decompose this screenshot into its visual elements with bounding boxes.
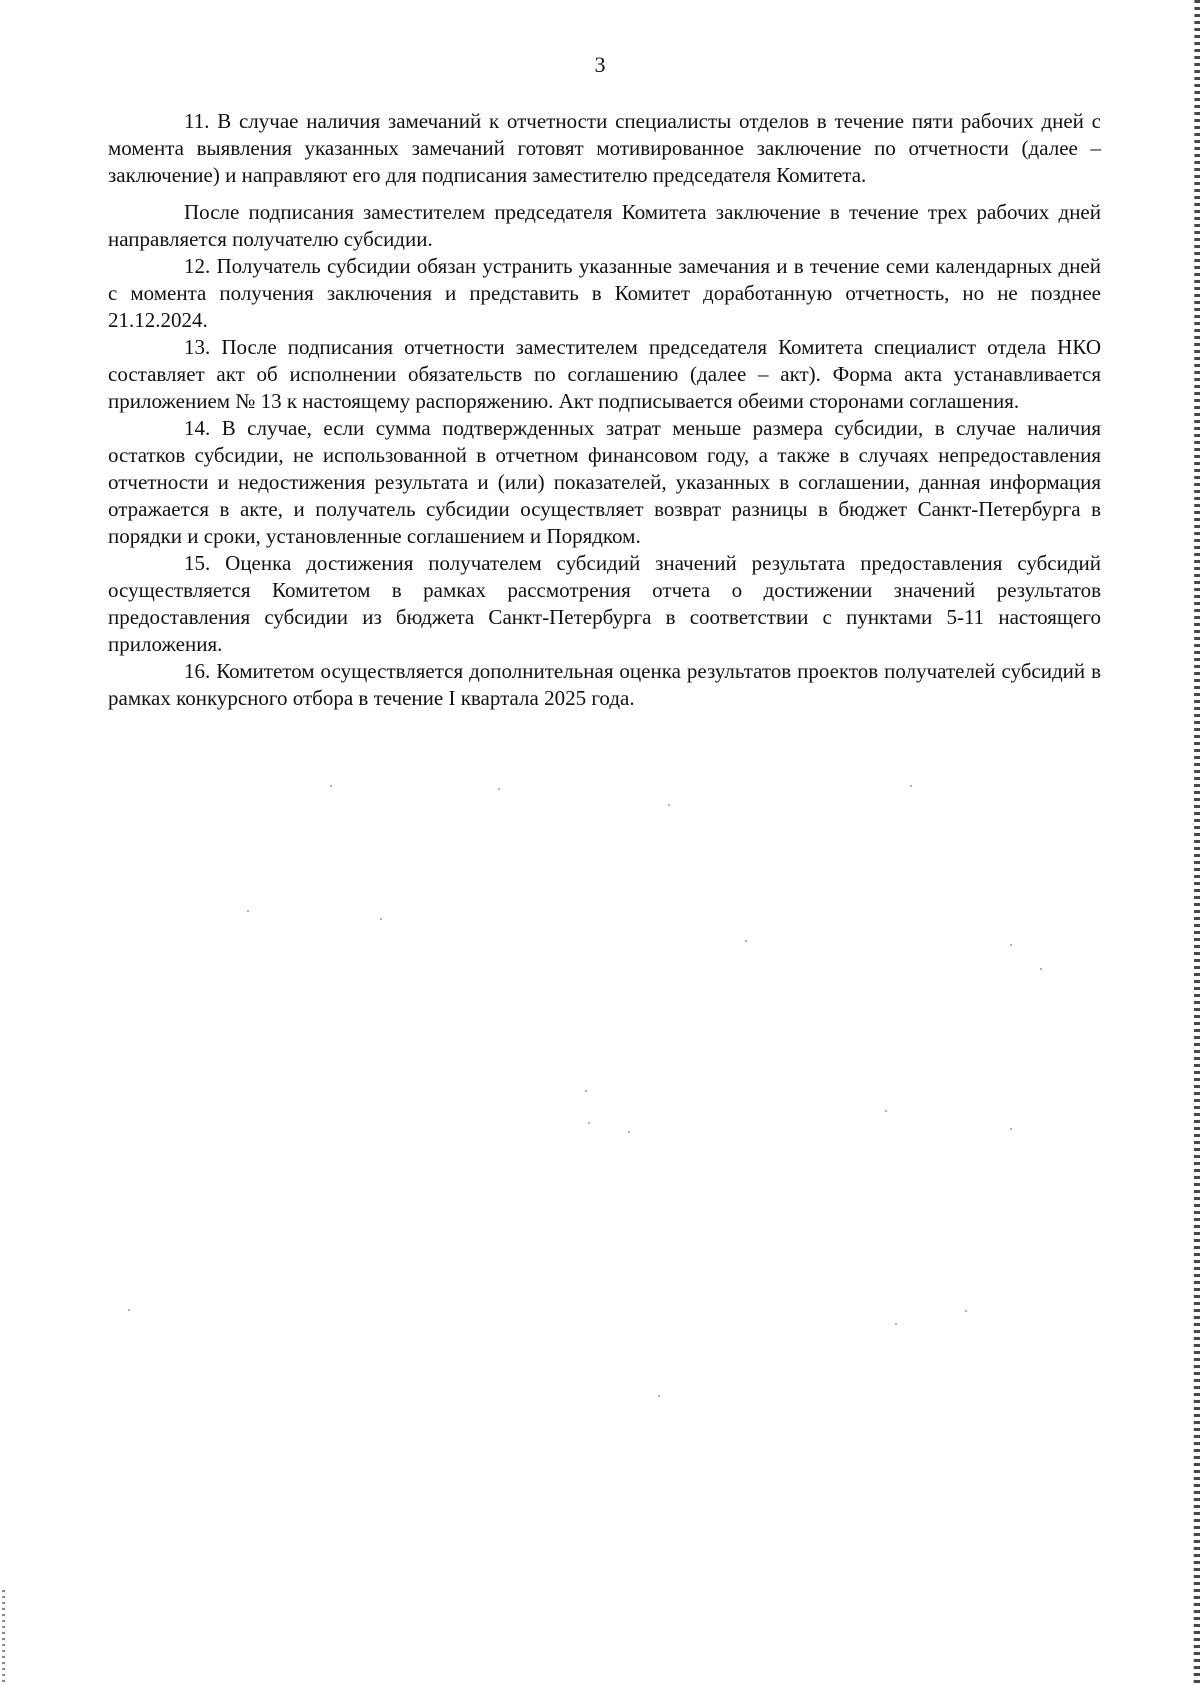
scan-speck (745, 940, 747, 942)
scan-speck (965, 1310, 967, 1312)
paragraph-16: 16. Комитетом осуществляется дополнительная оценка результатов проектов получателей субсидий в рамках конкурсного отбора в течение I квартала 2025 года. (108, 659, 1101, 710)
scan-speck (1010, 944, 1012, 946)
scan-speck (498, 788, 500, 790)
paragraph-11: 11. В случае наличия замечаний к отчетности специалисты отделов в течение пяти рабочих дней с момента выявления указанных замечаний готовят мотивированное заключение по отчетности (далее – заключение) и направляют его для подписания заместителю председателя Комитета. (108, 109, 1101, 187)
scan-speck (1010, 1128, 1012, 1130)
paragraph-13: 13. После подписания отчетности заместителем председателя Комитета специалист отдела НКО составляет акт об исполнении обязательств по соглашению (далее – акт). Форма акта устанавливается приложением № 13 к настоящему распоряжению. Акт подписывается обеими сторонами соглашения. (108, 335, 1101, 413)
scan-speck (658, 1395, 660, 1397)
page-number: 3 (594, 52, 606, 77)
scan-speck (895, 1323, 897, 1325)
scan-speck (380, 918, 382, 920)
paragraph-11-continued: После подписания заместителем председателя Комитета заключение в течение трех рабочих дней направляется получателю субсидии. (108, 200, 1101, 251)
scan-speck (910, 785, 912, 787)
scan-speck (588, 1122, 590, 1124)
scan-speck (330, 785, 332, 787)
scan-speck (128, 1309, 130, 1311)
scan-speck (1040, 968, 1042, 970)
scan-speck (585, 1090, 587, 1092)
paragraph-15: 15. Оценка достижения получателем субсидий значений результата предоставления субсидий осуществляется Комитетом в рамках рассмотрения отчета о достижении значений результатов предоставления субсидии из бюджета Санкт-Петербурга в соответствии с пунктами 5-11 настоящего приложения. (108, 551, 1101, 656)
paragraph-14: 14. В случае, если сумма подтвержденных затрат меньше размера субсидии, в случае наличия остатков субсидии, не использованной в отчетном финансовом году, а также в случаях непредоставления отчетности и недостижения результата и (или) показателей, указанных в соглашении, данная информация отражается в акте, и получатель субсидии осуществляет возврат разницы в бюджет Санкт-Петербурга в порядки и сроки, установленные соглашением и Порядком. (108, 416, 1101, 548)
scan-speck (628, 1131, 630, 1133)
scan-edge-left (2, 1590, 5, 1685)
scan-speck (885, 1110, 887, 1112)
document-body (108, 108, 1101, 712)
scan-speck (668, 804, 670, 806)
scan-edge-right (1186, 0, 1200, 1685)
paragraph-12: 12. Получатель субсидии обязан устранить указанные замечания и в течение семи календарных дней с момента получения заключения и представить в Комитет доработанную отчетность, но не позднее 21.12.2024. (108, 254, 1101, 332)
scan-speck (247, 910, 249, 912)
